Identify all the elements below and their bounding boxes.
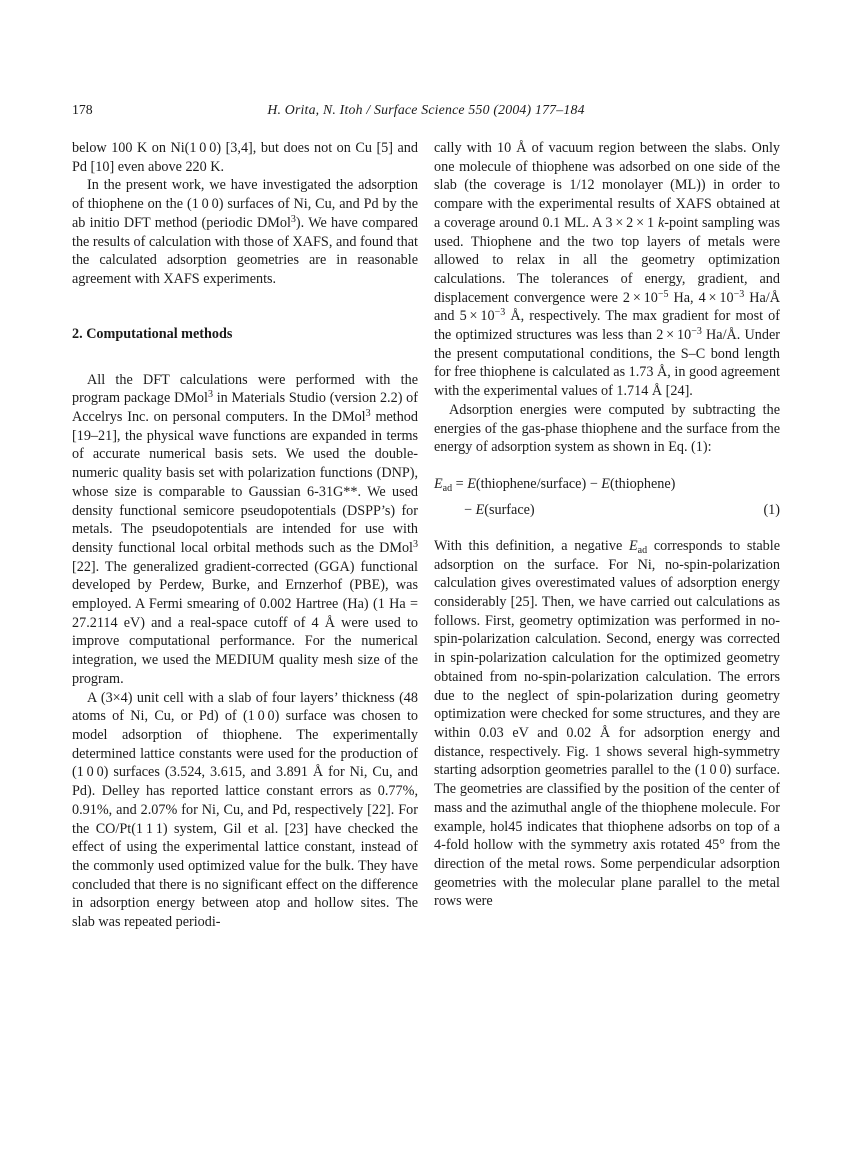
section-heading: 2. Computational methods	[72, 325, 233, 342]
equation-body	[434, 471, 675, 523]
right-column	[434, 139, 780, 932]
paragraph: Adsorption energies were computed by subtracting the energies of the gas-phase thiophene and the surface from the energy of adsorption system as shown in Eq. (1):	[434, 401, 780, 456]
left-column	[72, 139, 418, 932]
equation-line-1: $E_{ad}$ = E(thiophene/surface) − E(thiophene)	[434, 475, 676, 494]
paragraph: cally with 10 Å of vacuum region between the slabs. Only one molecule of thiophene was adsorbed on one side of the slab (the coverage is 1/12 monolayer (ML)) in order to compare with the experimental results of XAFS obtained at a coverage around 0.1 ML. A 3 × 2 × 1 k-point sampling was used. Thiophene and the two top layers of metals were allowed to relax in all the geometry optimization calculations. The tolerances of energy, gradient, and displacement convergence were $2 \times 10^{-5}$ Ha, $4 \times 10^{-3}$ Ha/Å and $5 \times 10^{-3}$ Å, respectively. The max gradient for most of the optimized structures was less than $2 \times 10^{-3}$ Ha/Å. Under the present computational conditions, the S–C bond length for free thiophene is calculated as 1.73 Å, in good agreement with the experimental values of 1.714 Å [24].	[434, 140, 780, 400]
equation-number: (1)	[763, 501, 780, 518]
paragraph: With this definition, a negative $E_{ad}$ corresponds to stable adsorption on the surface. For Ni, no-spin-polarization calculation gives overestimated values of adsorption energy considerably [25]. Then, we have carried out calculations as follows. First, geometry optimization was performed in no-spin-polarization calculation. Second, energy was corrected in spin-polarization calculation for the optimized geometry obtained from no-spin-polarization calculation. The errors due to the neglect of spin-polarization during geometry optimization were checked for some structures, and they are within 0.03 eV and 0.02 Å for adsorption energy and distance, respectively. Fig. 1 shows several high-symmetry starting adsorption geometries parallel to the (1 0 0) surface. The geometries are classified by the position of the center of mass and the azimuthal angle of the thiophene molecule. For example, hol45 indicates that thiophene adsorbs on top of a 4-fold hollow with the symmetry axis rotated 45° from the direction of the metal rows. Some perpendicular adsorption geometries with the molecular plane parallel to the metal rows were	[434, 537, 780, 910]
running-head: H. Orita, N. Itoh / Surface Science 550 (2004) 177–184	[267, 102, 585, 117]
page-number: 178	[72, 102, 93, 117]
paragraph: below 100 K on Ni(1 0 0) [3,4], but does not on Cu [5] and Pd [10] even above 220 K.	[72, 140, 418, 175]
equation-line-2: − E(surface)	[464, 501, 535, 518]
paragraph: A (3×4) unit cell with a slab of four layers’ thickness (48 atoms of Ni, Cu, or Pd) of (1 0 0) surface was chosen to model adsorption of thiophene. The experimentally determined lattice constants were used for the production of (1 0 0) surfaces (3.524, 3.615, and 3.891 Å for Ni, Cu, and Pd). Delley has reported lattice constant errors as 0.77%, 0.91%, and 2.07% for Ni, Cu, and Pd, respectively [22]. For the CO/Pt(1 1 1) system, Gil et al. [23] have checked the effect of using the experimental lattice constant, instead of the commonly used optimized value for the bulk. They have concluded that there is no significant effect on the difference in adsorption energy between atop and hollow sites. The slab was repeated periodi-	[72, 689, 418, 931]
paragraph: In the present work, we have investigated the adsorption of thiophene on the (1 0 0) surfaces of Ni, Cu, and Pd by the ab initio DFT method (periodic DMol$^3$). We have compared the results of calculation with those of XAFS, and found that the calculated adsorption geometries are in reasonable agreement with XAFS experiments.	[72, 177, 418, 287]
paragraph: All the DFT calculations were performed with the program package DMol$^3$ in Materials Studio (version 2.2) of Accelrys Inc. on personal computers. In the DMol$^3$ method [19–21], the physical wave functions are expanded in terms of accurate numerical basis sets. We used the double-numeric quality basis set with polarization functions (DNP), whose size is comparable to Gaussian 6-31G**. We used density functional semicore pseudopotentials (DSPP’s) for metals. The pseudopotentials are intended for use with density functional local orbital methods such as the DMol$^3$ [22]. The generalized gradient-corrected (GGA) functional developed by Perdew, Burke, and Ernzerhof (PBE), was employed. A Fermi smearing of 0.002 Hartree (Ha) (1 Ha = 27.2114 eV) and a real-space cutoff of 4 Å were used to improve computational performance. For the numerical integration, we used the MEDIUM quality mesh size of the program.	[72, 371, 418, 687]
equation-block	[434, 471, 780, 523]
page-header	[72, 101, 780, 118]
body-columns	[72, 139, 780, 932]
